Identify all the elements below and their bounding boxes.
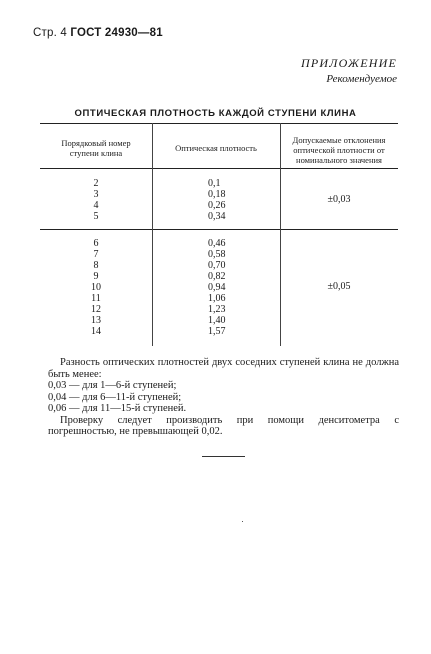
notes-item: 0,06 — для 11—15-й ступеней.: [48, 403, 187, 414]
table-cell: 3: [93, 189, 99, 200]
table-cell: 13: [91, 315, 101, 326]
group-1-steps: [40, 178, 152, 222]
header-step: Порядковый номер ступени клина: [61, 138, 131, 158]
table-cell: 0,58: [208, 249, 226, 260]
page-number: Стр. 4: [33, 27, 67, 39]
table-cell: 11: [91, 293, 101, 304]
appendix-title: ПРИЛОЖЕНИЕ: [301, 56, 397, 70]
table-cell: 12: [91, 304, 101, 315]
table-cell: 1,06: [208, 293, 226, 304]
table-cell: 10: [91, 282, 101, 293]
table-cell: 0,94: [208, 282, 226, 293]
column-divider: [152, 123, 153, 346]
table-cell: 0,46: [208, 238, 226, 249]
table-cell: 8: [93, 260, 99, 271]
appendix-label: [301, 55, 397, 87]
table-cell: 0,82: [208, 271, 226, 282]
table-cell: 1,23: [208, 304, 226, 315]
table-cell: 6: [93, 238, 99, 249]
group-1-densities: [208, 178, 248, 222]
appendix-status: Рекомендуемое: [326, 73, 397, 85]
table-cell: 14: [91, 326, 101, 337]
group-2-tolerance: ±0,05: [327, 281, 351, 292]
end-rule: [202, 456, 245, 457]
group-1-tolerance: ±0,03: [327, 194, 351, 205]
density-table: [40, 123, 398, 346]
table-cell: 2: [93, 178, 99, 189]
table-cell: 0,26: [208, 200, 226, 211]
table-cell: 5: [93, 211, 99, 222]
standard-number: ГОСТ 24930—81: [70, 27, 163, 39]
notes: [48, 357, 399, 438]
table-cell: 4: [93, 200, 99, 211]
table-cell: 0,18: [208, 189, 226, 200]
notes-intro: Разность оптических плотностей двух соседних ступеней клина не должна быть менее:: [48, 357, 399, 380]
table-cell: 0,34: [208, 211, 226, 222]
table-cell: 1,57: [208, 326, 226, 337]
table-cell: 9: [93, 271, 99, 282]
table-top-rule: [40, 123, 398, 124]
group-separator-rule: [40, 229, 398, 230]
table-cell: 7: [93, 249, 99, 260]
table-cell: 1,40: [208, 315, 226, 326]
header-tolerance: Допускаемые отклонения оптической плотности от номинального значения: [292, 135, 386, 165]
table-cell: 0,70: [208, 260, 226, 271]
table-title: ОПТИЧЕСКАЯ ПЛОТНОСТЬ КАЖДОЙ СТУПЕНИ КЛИНА: [74, 108, 357, 119]
header-density: Оптическая плотность: [175, 143, 257, 153]
header-bottom-rule: [40, 168, 398, 169]
notes-item: 0,04 — для 6—11-й ступеней;: [48, 391, 182, 403]
table-cell: 0,1: [208, 178, 221, 189]
page-header: [33, 27, 163, 39]
group-2-steps: [40, 238, 152, 337]
page-mark: [242, 521, 243, 522]
notes-final: Проверку следует производить при помощи денситометра с погрешностью, не превышающей 0,02.: [48, 414, 399, 437]
group-2-densities: [208, 238, 248, 337]
notes-item: 0,03 — для 1—6-й ступеней;: [48, 380, 177, 391]
